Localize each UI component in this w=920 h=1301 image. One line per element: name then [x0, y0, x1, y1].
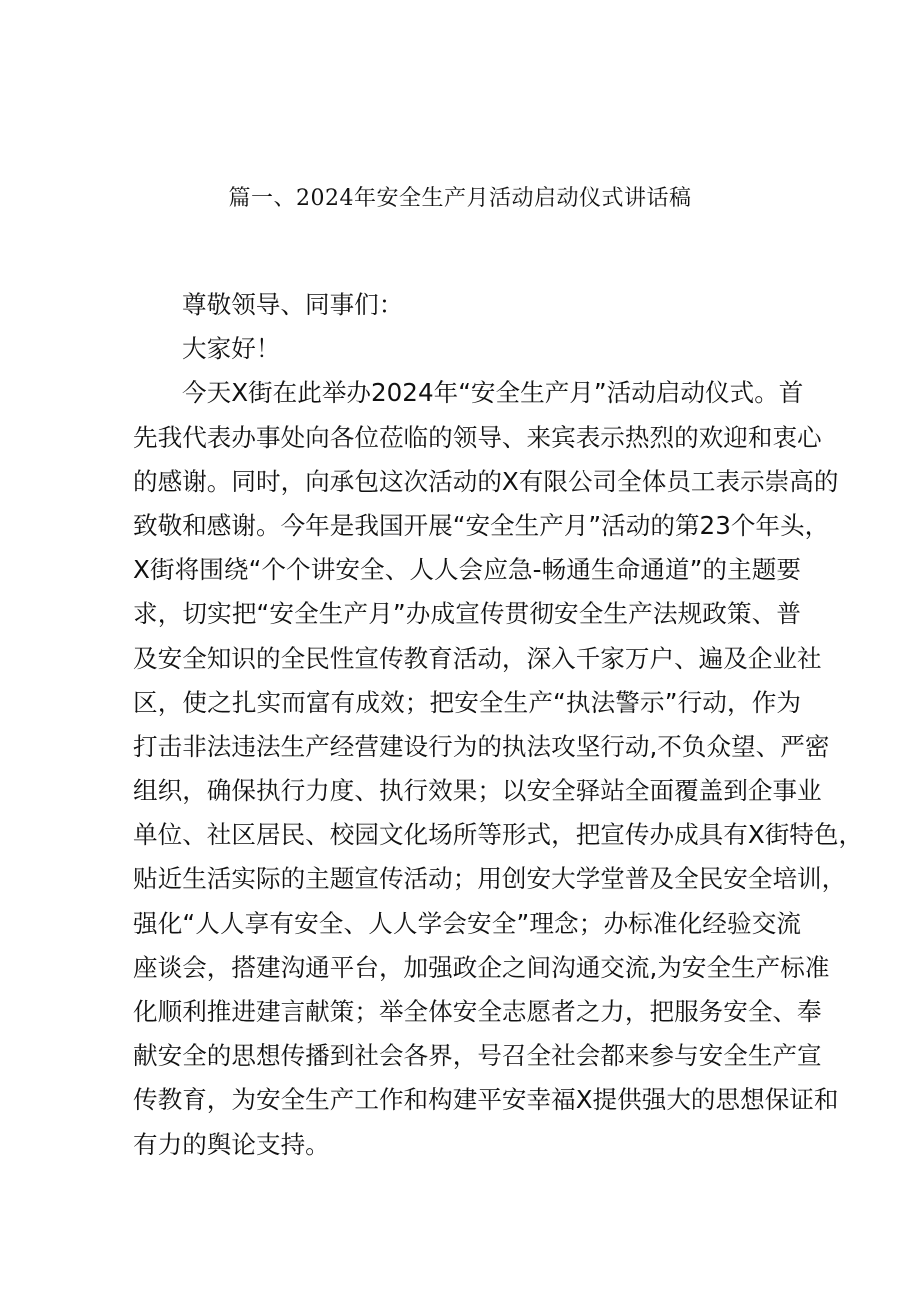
speech-paragraph	[133, 371, 864, 1166]
paragraph-line: 组织，确保执行力度、执行效果；以安全驿站全面覆盖到企事业	[133, 776, 822, 806]
paragraph-line: 单位、社区居民、校园文化场所等形式，把宣传办成具有X街特色，	[133, 820, 864, 850]
paragraph-line: 先我代表办事处向各位莅临的领导、来宾表示热烈的欢迎和衷心	[133, 422, 822, 452]
paragraph-line: 座谈会，搭建沟通平台，加强政企之间沟通交流,为安全生产标准	[133, 952, 830, 982]
greeting: 大家好！	[182, 334, 281, 364]
paragraph-line: 求，切实把“安全生产月”办成宣传贯彻安全生产法规政策、普	[133, 599, 801, 629]
paragraph-line: 区，使之扎实而富有成效；把安全生产“执法警示”行动，作为	[133, 687, 802, 717]
paragraph-line: 今天X街在此举办2024年“安全生产月”活动启动仪式。首	[182, 378, 804, 408]
salutation: 尊敬领导、同事们：	[182, 290, 404, 319]
paragraph-line: 献安全的思想传播到社会各界，号召全社会都来参与安全生产宣	[133, 1041, 822, 1071]
paragraph-line: 及安全知识的全民性宣传教育活动，深入千家万户、遍及企业社	[133, 643, 822, 673]
paragraph-line: 打击非法违法生产经营建设行为的执法攻坚行动,不负众望、严密	[133, 731, 830, 761]
paragraph-line: 的感谢。同时，向承包这次活动的X有限公司全体员工表示崇高的	[133, 466, 839, 496]
document-body	[133, 283, 864, 1167]
paragraph-line: 化顺利推进建言献策；举全体安全志愿者之力，把服务安全、奉	[133, 997, 822, 1026]
paragraph-line: 强化“人人享有安全、人人学会安全”理念；办标准化经验交流	[133, 908, 802, 938]
document-title: 篇一、2024年安全生产月活动启动仪式讲话稿	[228, 186, 692, 211]
paragraph-line: 致敬和感谢。今年是我国开展“安全生产月”活动的第23个年头，	[133, 510, 830, 540]
paragraph-line: 有力的舆论支持。	[133, 1129, 330, 1159]
paragraph-line: 传教育，为安全生产工作和构建平安幸福X提供强大的思想保证和	[133, 1085, 839, 1115]
paragraph-line: X街将围绕“个个讲安全、人人会应急-畅通生命通道”的主题要	[133, 555, 801, 585]
paragraph-line: 贴近生活实际的主题宣传活动；用创安大学堂普及全民安全培训，	[133, 864, 847, 894]
